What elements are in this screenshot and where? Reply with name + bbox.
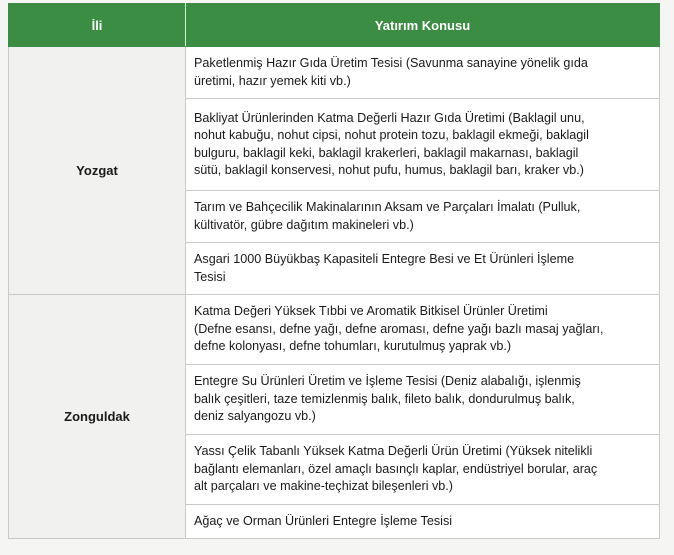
table-row bbox=[9, 295, 660, 365]
topic-line: deniz salyangozu vb.) bbox=[194, 409, 316, 424]
header-topic: Yatırım Konusu bbox=[186, 4, 660, 47]
topic-line: Tarım ve Bahçecilik Makinalarının Aksam ve Parçaları İmalatı (Pulluk, bbox=[194, 200, 581, 215]
topic-line: alt parçaları ve makine-teçhizat bileşenleri vb.) bbox=[194, 479, 453, 494]
province-cell: Zonguldak bbox=[9, 295, 186, 539]
investment-topic-cell bbox=[186, 243, 660, 295]
topic-line: bulguru, baklagil keki, baklagil krakerleri, baklagil makarnası, baklagil bbox=[194, 145, 579, 160]
topic-line: defne kolonyası, defne tohumları, kurutulmuş yaprak vb.) bbox=[194, 339, 512, 354]
topic-line: Katma Değeri Yüksek Tıbbi ve Aromatik Bitkisel Ürünler Üretimi bbox=[194, 304, 548, 319]
topic-line: (Defne esansı, defne yağı, defne aroması, defne yağı bazlı masaj yağları, bbox=[194, 321, 604, 336]
topic-line: balık çeşitleri, taze temizlenmiş balık, fileto balık, dondurulmuş balık, bbox=[194, 391, 575, 406]
topic-line: kültivatör, gübre dağıtım makineleri vb.) bbox=[194, 217, 414, 232]
topic-line: nohut kabuğu, nohut cipsi, nohut protein tozu, baklagil ekmeği, baklagil bbox=[194, 128, 589, 143]
investment-topic-cell bbox=[186, 47, 660, 99]
header-province: İli bbox=[9, 4, 186, 47]
table-row bbox=[9, 47, 660, 99]
investment-topic-cell bbox=[186, 295, 660, 365]
topic-line: Bakliyat Ürünlerinden Katma Değerli Hazır Gıda Üretimi (Baklagil unu, bbox=[194, 110, 585, 125]
topic-line: Entegre Su Ürünleri Üretim ve İşleme Tesisi (Deniz alabalığı, işlenmiş bbox=[194, 374, 581, 389]
investment-topic-cell bbox=[186, 191, 660, 243]
topic-line: üretimi, hazır yemek kiti vb.) bbox=[194, 73, 351, 88]
topic-line: Yassı Çelik Tabanlı Yüksek Katma Değerli Ürün Üretimi (Yüksek nitelikli bbox=[194, 444, 593, 459]
table-body bbox=[9, 47, 660, 539]
topic-line: Ağaç ve Orman Ürünleri Entegre İşleme Tesisi bbox=[194, 513, 453, 528]
investment-topic-cell bbox=[186, 365, 660, 435]
topic-line: Asgari 1000 Büyükbaş Kapasiteli Entegre Besi ve Et Ürünleri İşleme bbox=[194, 252, 575, 267]
investment-topic-cell bbox=[186, 435, 660, 505]
table-header-row bbox=[9, 4, 660, 47]
topic-line: Tesisi bbox=[194, 269, 226, 284]
investment-table bbox=[8, 3, 660, 539]
topic-line: bağlantı elemanları, özel amaçlı basınçlı kaplar, endüstriyel borular, araç bbox=[194, 461, 598, 476]
investment-topic-cell bbox=[186, 505, 660, 539]
topic-line: sütü, baklagil konservesi, nohut pufu, humus, baklagil barı, kraker vb.) bbox=[194, 162, 584, 177]
province-cell: Yozgat bbox=[9, 47, 186, 295]
topic-line: Paketlenmiş Hazır Gıda Üretim Tesisi (Savunma sanayine yönelik gıda bbox=[194, 56, 588, 71]
investment-topic-cell bbox=[186, 99, 660, 191]
